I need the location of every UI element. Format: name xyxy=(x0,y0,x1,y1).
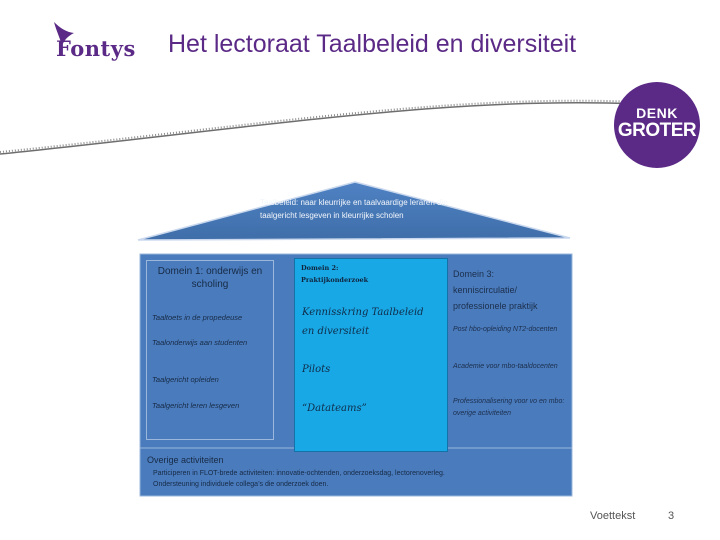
domain-1-item: Taalgericht opleiden xyxy=(152,375,219,384)
domain-3-title xyxy=(453,266,573,314)
domain-3-item: Academie voor mbo-taaldocenten xyxy=(453,363,558,370)
domain-2-title-line-1: Domein 2: xyxy=(301,264,339,272)
domain-3-item: Professionalisering voor vo en mbo: overige activiteiten xyxy=(453,398,565,417)
overige-line-2: Ondersteuning individuele collega’s die onderzoek doen. xyxy=(153,481,329,488)
overige-body xyxy=(153,468,563,490)
domain-2-title-line-2: Praktijkonderzoek xyxy=(301,276,369,284)
domain-1-title: Domein 1: onderwijs en scholing xyxy=(157,266,263,290)
denk-groter-badge xyxy=(614,82,700,168)
badge-line-1: DENK xyxy=(636,105,678,121)
decorative-swoosh xyxy=(0,90,720,170)
domain-2-item: Kennisskring Taalbeleid xyxy=(302,307,424,318)
badge-line-2: GROTER xyxy=(617,120,697,141)
domain-2-item: Pilots xyxy=(302,364,331,375)
domain-1-item: Taalgericht leren lesgeven xyxy=(152,401,240,410)
domain-2-panel xyxy=(294,258,448,452)
domain-3-title-line-1: Domein 3: xyxy=(453,269,495,279)
fontys-logo-text: Fontys xyxy=(56,36,136,61)
domain-1-item: Taalonderwijs aan studenten xyxy=(152,338,248,347)
domain-2-title xyxy=(301,262,401,286)
overige-line-1: Participeren in FLOT-brede activiteiten: innovatie-ochtenden, onderzoeksdag, lectorenoverleg. xyxy=(153,470,445,477)
page-number: 3 xyxy=(668,510,675,522)
roof-text: Taalbeleid: naar kleurrijke en taalvaardige leraren die taalgericht lesgeven in kleurrijke scholen xyxy=(260,198,448,220)
domain-1-item: Taaltoets in de propedeuse xyxy=(152,313,243,322)
domain-3-title-line-2: kenniscirculatie/ xyxy=(453,285,518,295)
domain-2-item: en diversiteit xyxy=(302,326,369,337)
domain-3-title-line-3: professionele praktijk xyxy=(453,301,538,311)
footer-text: Voettekst xyxy=(590,510,636,522)
slide-title: Het lectoraat Taalbeleid en diversiteit xyxy=(168,30,577,58)
domain-2-item: “Datateams” xyxy=(302,403,367,414)
domain-3-item: Post hbo-opleiding NT2-docenten xyxy=(453,326,558,333)
overige-title: Overige activiteiten xyxy=(147,455,224,465)
